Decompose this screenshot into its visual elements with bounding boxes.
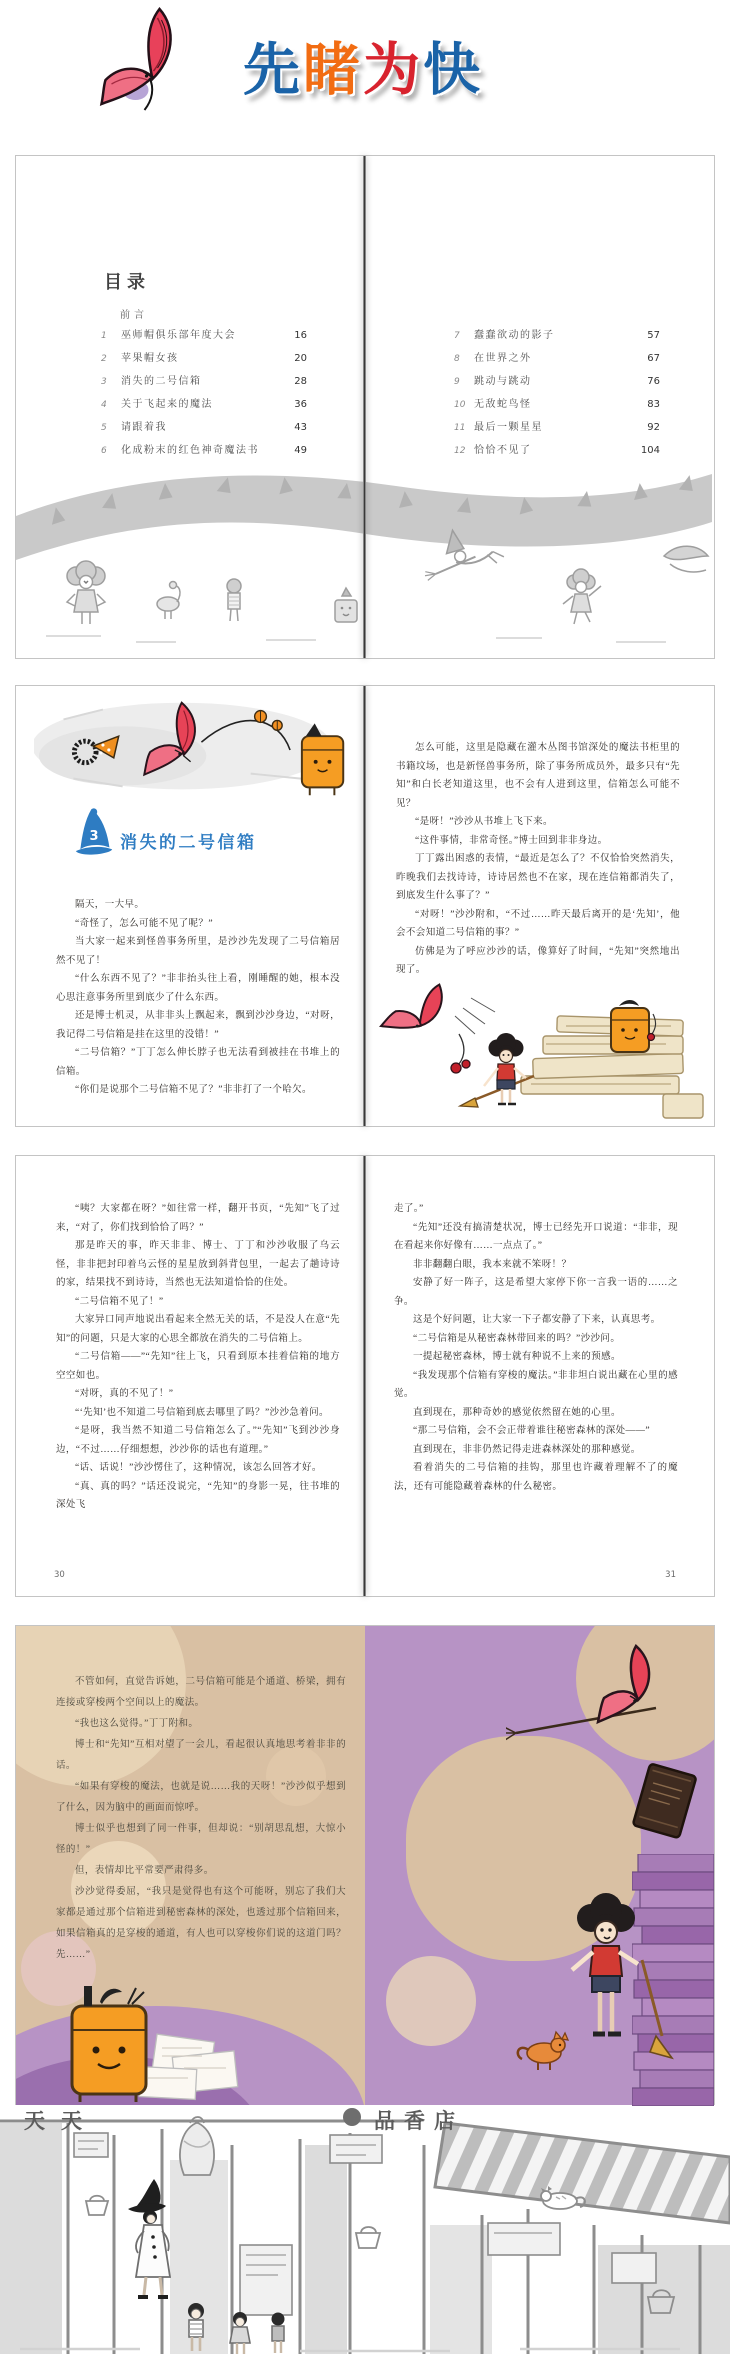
toc-entry-page: 36	[294, 399, 307, 410]
story-paragraph: 安静了好一阵子，这是希望大家停下你一言我一语的……之争。	[394, 1278, 678, 1307]
toc-entry-number: 8	[454, 354, 460, 364]
story-paragraph: 一提起秘密森林，博士就有种说不上来的预感。	[413, 1352, 621, 1362]
flying-bird-illustration	[506, 1638, 711, 1763]
girl-mailbox-books-illustration	[371, 976, 706, 1121]
story-text-left	[56, 1672, 346, 1966]
story-paragraph: 博士似乎也想到了同一件事，但却说：“别胡思乱想，大惊小怪的！”	[56, 1824, 346, 1855]
toc-entry	[101, 441, 307, 464]
story-paragraph: 非非翻翻白眼，我本来就不笨呀！？	[413, 1259, 572, 1270]
story-paragraph: 不管如何，直觉告诉她，二号信箱可能是个通道、桥梁，拥有连接或穿梭两个空间以上的魔法。	[56, 1677, 346, 1708]
toc-entry-title: 化成粉末的红色神奇魔法书	[121, 445, 259, 456]
spread-text-pages	[15, 1155, 715, 1597]
toc-entry-number: 1	[101, 331, 107, 341]
story-paragraph: 隔天，一大早。	[75, 900, 145, 910]
toc-entry-page: 67	[647, 353, 660, 364]
toc-entry-title: 巫师帽俱乐部年度大会	[121, 330, 236, 341]
story-paragraph: 当大家一起来到怪兽事务所里，是沙沙先发现了二号信箱居然不见了！	[56, 937, 340, 966]
toc-entry-page: 20	[294, 353, 307, 364]
toc-entry-title: 关于飞起来的魔法	[121, 399, 213, 410]
story-paragraph: 直到现在，那种奇妙的感觉依然留在她的心里。	[413, 1407, 621, 1418]
toc-entry	[101, 418, 307, 441]
story-paragraph: “话、话说！”沙沙愣住了，这种情况，该怎么回答才好。	[75, 1463, 322, 1473]
chapter-number: 3	[89, 829, 99, 844]
story-paragraph: 走了。”	[394, 1204, 424, 1214]
toc-entry	[454, 441, 660, 464]
mailbox-body	[72, 1986, 146, 2102]
title-char: 为	[363, 37, 423, 103]
hanging-coat	[180, 2117, 214, 2175]
toc-entry	[454, 372, 660, 395]
story-paragraph: 丁丁露出困惑的表情，“最近是怎么了？不仅恰恰突然消失，昨晚我们去找诗诗，诗诗居然也不在家，现在连信箱都消失了，到底发生什么事了？”	[396, 854, 680, 901]
toc-entry-number: 4	[101, 400, 107, 410]
toc-entry	[454, 326, 660, 349]
sketch-swooping-bird	[664, 546, 708, 572]
toc-entry-number: 9	[454, 377, 460, 387]
toc-entry-title: 恰恰不见了	[474, 445, 532, 456]
spread-chapter-opener	[15, 685, 715, 1127]
story-text-left	[56, 1200, 340, 1515]
mailbox-character-small	[611, 1000, 656, 1052]
toc-entry	[101, 395, 307, 418]
toc-entry-title: 苹果帽女孩	[121, 353, 179, 364]
street-scene-illustration	[0, 2105, 730, 2354]
story-paragraph: 仿佛是为了呼应沙沙的话，像算好了时间，“先知”突然地出现了。	[396, 946, 680, 975]
shop-sign-right: 品香店	[374, 2109, 464, 2133]
story-paragraph: 大家异口同声地说出看起来全然无关的话，不是没人在意“先知”的问题，只是大家的心思全都放在消失的二号信箱上。	[56, 1315, 340, 1344]
toc-entry-number: 2	[101, 354, 107, 364]
sketch-box-character	[335, 588, 357, 622]
preview-header	[0, 0, 730, 140]
story-paragraph: 但，表情却比平常要严肃得多。	[75, 1866, 214, 1876]
story-paragraph: “对呀，真的不见了！”	[75, 1389, 174, 1399]
toc-entry	[101, 349, 307, 372]
mailbox-character-illustration	[44, 1978, 249, 2106]
toc-entry-page: 16	[294, 330, 307, 341]
toc-entry	[454, 349, 660, 372]
story-paragraph: “是呀，我当然不知道二号信箱怎么了。”“先知”飞到沙沙身边，“不过……仔细想想，沙沙你的话也有道理。”	[56, 1426, 340, 1455]
girl-with-broom	[460, 1033, 534, 1107]
toc-heading: 目录	[104, 272, 150, 293]
title-char: 先	[243, 37, 303, 103]
story-paragraph: “是呀！”沙沙从书堆上飞下来。	[415, 817, 553, 827]
bird-broom-illustration	[34, 694, 359, 802]
story-text-left	[56, 896, 340, 1100]
toc-entry-number: 11	[454, 423, 466, 433]
story-paragraph: 还是博士机灵，从非非头上飘起来，飘到沙沙身边，“对呀，我记得二号信箱是挂在这里的没错！”	[56, 1011, 340, 1040]
toc-entry-page: 83	[647, 399, 660, 410]
story-paragraph: “我发现那个信箱有穿梭的魔法。”非非坦白说出藏在心里的感觉。	[394, 1370, 678, 1399]
title-char: 睹	[303, 37, 363, 103]
sketch-kid	[227, 579, 241, 621]
story-paragraph: “真、真的吗？”话还没说完，“先知”的身影一晃，往书堆的深处飞	[56, 1481, 340, 1510]
story-paragraph: “什么东西不见了？”非非抬头往上看，刚睡醒的她，根本没心思注意事务所里到底少了什么东西。	[56, 974, 340, 1003]
story-paragraph: 那是昨天的事，昨天非非、博士、丁丁和沙沙收服了乌云怪，非非把封印着乌云怪的星星放到斜背包里，一起去了趟诗诗的家，结果找不到诗诗，当然也无法知道恰恰的住处。	[56, 1241, 340, 1288]
story-paragraph: “如果有穿梭的魔法，也就是说……我的天呀！”沙沙似乎想到了什么，因为脑中的画面而惊呼。	[56, 1782, 346, 1813]
toc-entry	[101, 372, 307, 395]
story-paragraph: 沙沙觉得委屈，“我只是觉得也有这个可能呀，别忘了我们大家都是通过那个信箱进到秘密森林的深处，也透过那个信箱回来，如果信箱真的是穿梭的通道，有人也可以穿梭你们说的这道门吗？先……”	[56, 1887, 346, 1960]
street-sketch-section	[0, 2105, 730, 2354]
book-gutter	[363, 1156, 366, 1596]
story-paragraph: “对呀！”沙沙附和，“不过……昨天最后离开的是‘先知’，他会不会知道二号信箱的事？”	[396, 909, 680, 938]
toc-entry-title: 蠢蠢欲动的影子	[474, 330, 555, 341]
toc-entry-number: 7	[454, 331, 460, 341]
falling-book-illustration	[628, 1761, 703, 1846]
bokeh-circle	[386, 1956, 476, 2046]
story-paragraph: “二号信箱——”“先知”往上飞，只看到原本挂着信箱的地方空空如也。	[56, 1352, 340, 1381]
toc-entry-number: 3	[101, 377, 107, 387]
story-paragraph: 博士和“先知”互相对望了一会儿，看起很认真地思考着非非的话。	[56, 1740, 346, 1771]
toc-entry-title: 请跟着我	[121, 422, 167, 433]
story-paragraph: “这件事情，非常奇怪。”博士回到非非身边。	[415, 835, 608, 846]
story-paragraph: “二号信箱是从秘密森林带回来的吗？”沙沙问。	[413, 1333, 621, 1344]
toc-list-right	[454, 326, 660, 464]
title-char: 快	[423, 37, 483, 103]
story-paragraph: “咦？大家都在呀？”如往常一样，翻开书页，“先知”飞了过来，“对了，你们找到恰恰了吗？”	[56, 1204, 340, 1233]
story-paragraph: 看着消失的二号信箱的挂钩，那里也许藏着理解不了的魔法，还有可能隐藏着森林的什么秘密。	[394, 1463, 678, 1492]
toc-entry-page: 76	[647, 376, 660, 387]
shop-sign-left: 天天	[24, 2109, 98, 2133]
story-paragraph: “你们是说那个二号信箱不见了？”非非打了一个哈欠。	[75, 1085, 312, 1095]
toc-entry-number: 10	[454, 400, 466, 410]
story-paragraph: “‘先知’也不知道二号信箱到底去哪里了吗？”沙沙急着问。	[75, 1407, 329, 1418]
witch-character	[128, 2179, 170, 2297]
toc-entry-page: 92	[647, 422, 660, 433]
story-paragraph: 直到现在，非非仍然记得走进森林深处的那种感觉。	[413, 1444, 641, 1455]
story-paragraph: “那二号信箱，会不会正带着谁往秘密森林的深处——”	[413, 1426, 650, 1436]
toc-entry-number: 5	[101, 423, 107, 433]
toc-preface: 前言	[120, 310, 148, 321]
toc-entry-page: 49	[294, 445, 307, 456]
spread-toc	[15, 155, 715, 659]
story-text-right	[394, 1200, 678, 1496]
toc-entry	[454, 395, 660, 418]
page-number-left: 30	[54, 1570, 65, 1580]
flying-bird-logo-icon	[95, 6, 200, 121]
toc-entry-page: 57	[647, 330, 660, 341]
toc-list-left	[101, 326, 307, 464]
sketch-jumping-girl	[563, 569, 601, 624]
sketch-girl	[67, 561, 105, 624]
toc-entry-title: 跳动与跳动	[474, 376, 532, 387]
story-paragraph: 这是个好问题，让大家一下子都安静了下来，认真思考。	[413, 1315, 661, 1325]
striped-awning	[435, 2123, 730, 2223]
story-text-right	[396, 739, 680, 980]
story-paragraph: 怎么可能，这里是隐藏在灌木丛图书馆深处的魔法书柜里的书籍坟场，也是新怪兽事务所，除了事务所成员外，最多只有“先知”和白长老知道这里，也不会有人进到这里，信箱怎么可能不见？	[396, 743, 680, 809]
girl-with-fox-illustration	[514, 1868, 684, 2098]
diving-bird	[381, 976, 450, 1047]
story-paragraph: “二号信箱？”丁丁怎么伸长脖子也无法看到被挂在书堆上的信箱。	[56, 1048, 340, 1077]
toc-entry	[101, 326, 307, 349]
chapter-title: 消失的二号信箱	[120, 833, 257, 853]
story-paragraph: “二号信箱不见了！”	[75, 1296, 164, 1307]
toc-entry-title: 最后一颗星星	[474, 422, 543, 433]
toc-entry-title: 无敌蛇鸟怪	[474, 399, 532, 410]
book-gutter	[363, 156, 366, 658]
toc-entry-page: 28	[294, 376, 307, 387]
svg-text:✦: ✦	[99, 812, 106, 822]
toc-entry-number: 12	[454, 446, 466, 456]
story-paragraph: “我也这么觉得。”丁丁附和。	[75, 1719, 199, 1729]
page-number-right: 31	[665, 1570, 676, 1580]
toc-entry-page: 43	[294, 422, 307, 433]
book-gutter	[363, 686, 366, 1126]
sketch-goose	[157, 582, 180, 620]
toc-entry-title: 消失的二号信箱	[121, 376, 202, 387]
spread-colour-illustration	[15, 1625, 715, 2107]
fox	[518, 2032, 568, 2070]
page-title	[243, 37, 483, 103]
story-paragraph: “奇怪了，怎么可能不见了呢？”	[75, 918, 213, 929]
story-paragraph: “先知”还没有搞清楚状况，博士已经先开口说道：“非非，现在看起来你好像有……一点点了。”	[394, 1222, 678, 1251]
kid-sketch	[272, 2313, 285, 2354]
toc-entry-number: 6	[101, 446, 107, 456]
toc-entry-title: 在世界之外	[474, 353, 532, 364]
toc-entry-page: 104	[640, 445, 660, 456]
toc-entry	[454, 418, 660, 441]
